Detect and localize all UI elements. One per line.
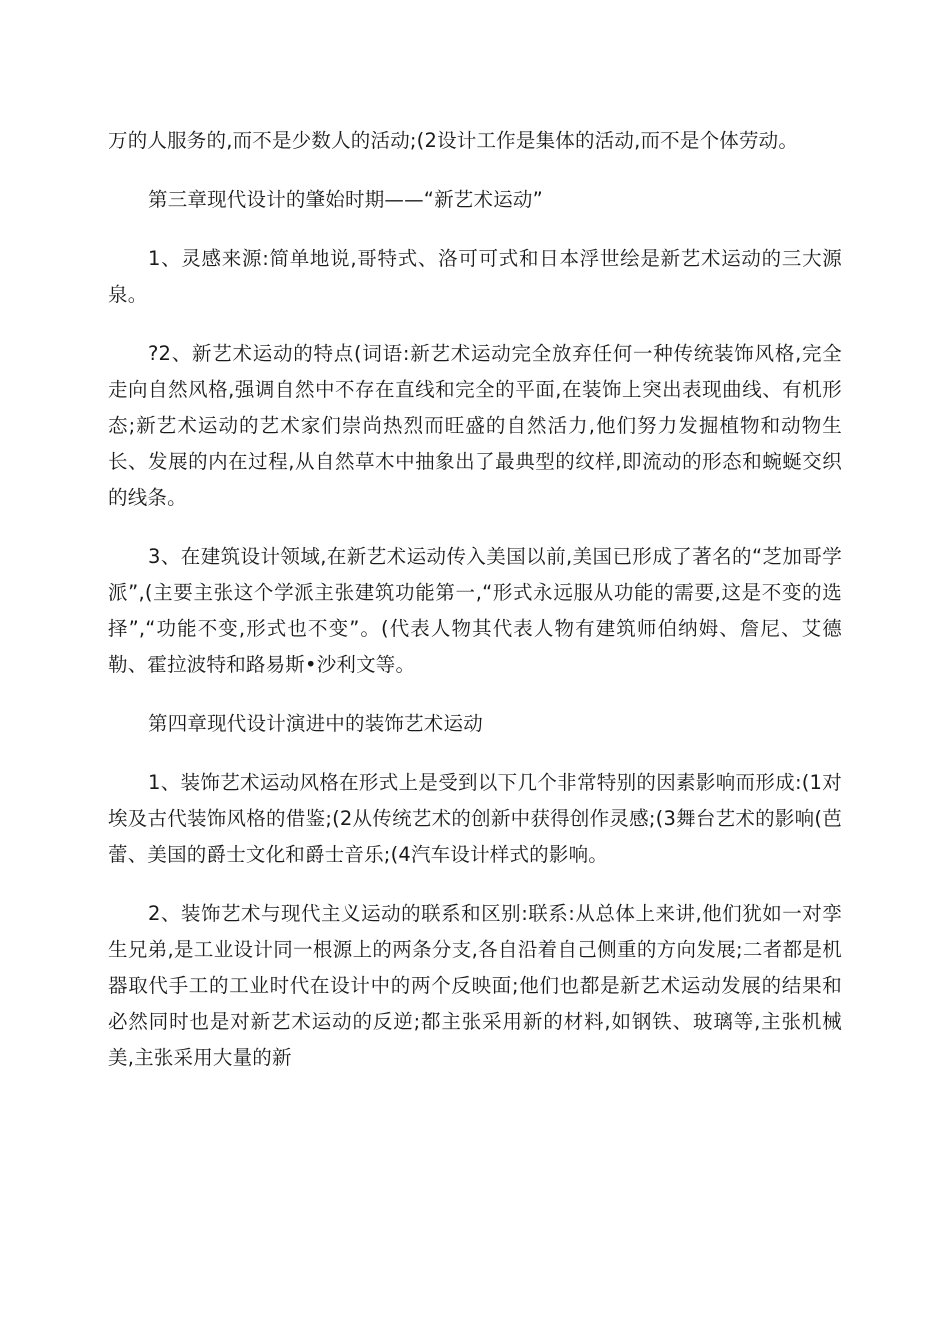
chapter-4-heading: 第四章现代设计演进中的装饰艺术运动 [148, 712, 483, 735]
paragraph-chicago-school: 3、在建筑设计领域,在新艺术运动传入美国以前,美国已形成了著名的“芝加哥学派”,(主要主张这个学派主张建筑功能第一,“形式永远服从功能的需要,这是不变的选择”,“功能不变,形式也不变”。(代表人物其代表人物有建筑师伯纳姆、詹尼、艾德勒、霍拉波特和路易斯•沙利文等。 [108, 545, 842, 676]
document-body [108, 123, 842, 1099]
paragraph-art-deco-vs-modernism: 2、装饰艺术与现代主义运动的联系和区别:联系:从总体上来讲,他们犹如一对孪生兄弟,是工业设计同一根源上的两条分支,各自沿着自己侧重的方向发展;二者都是机器取代手工的工业时代在设计中的两个反映面;他们也都是新艺术运动发展的结果和必然同时也是对新艺术运动的反逆;都主张采用新的材料,如钢铁、玻璃等,主张机械美,主张采用大量的新 [108, 902, 842, 1069]
paragraph-inspiration-sources: 1、灵感来源:简单地说,哥特式、洛可可式和日本浮世绘是新艺术运动的三大源泉。 [108, 247, 842, 306]
paragraph-continuation: 万的人服务的,而不是少数人的活动;(2设计工作是集体的活动,而不是个体劳动。 [108, 129, 799, 152]
chapter-3-heading: 第三章现代设计的肇始时期——“新艺术运动” [148, 188, 543, 211]
paragraph-art-deco-influences: 1、装饰艺术运动风格在形式上是受到以下几个非常特别的因素影响而形成:(1对埃及古代装饰风格的借鉴;(2从传统艺术的创新中获得创作灵感;(3舞台艺术的影响(芭蕾、美国的爵士文化和爵士音乐;(4汽车设计样式的影响。 [108, 771, 842, 866]
paragraph-art-nouveau-features: ?2、新艺术运动的特点(词语:新艺术运动完全放弃任何一种传统装饰风格,完全走向自然风格,强调自然中不存在直线和完全的平面,在装饰上突出表现曲线、有机形态;新艺术运动的艺术家们崇尚热烈而旺盛的自然活力,他们努力发掘植物和动物生长、发展的内在过程,从自然草木中抽象出了最典型的纹样,即流动的形态和蜿蜒交织的线条。 [108, 342, 842, 509]
